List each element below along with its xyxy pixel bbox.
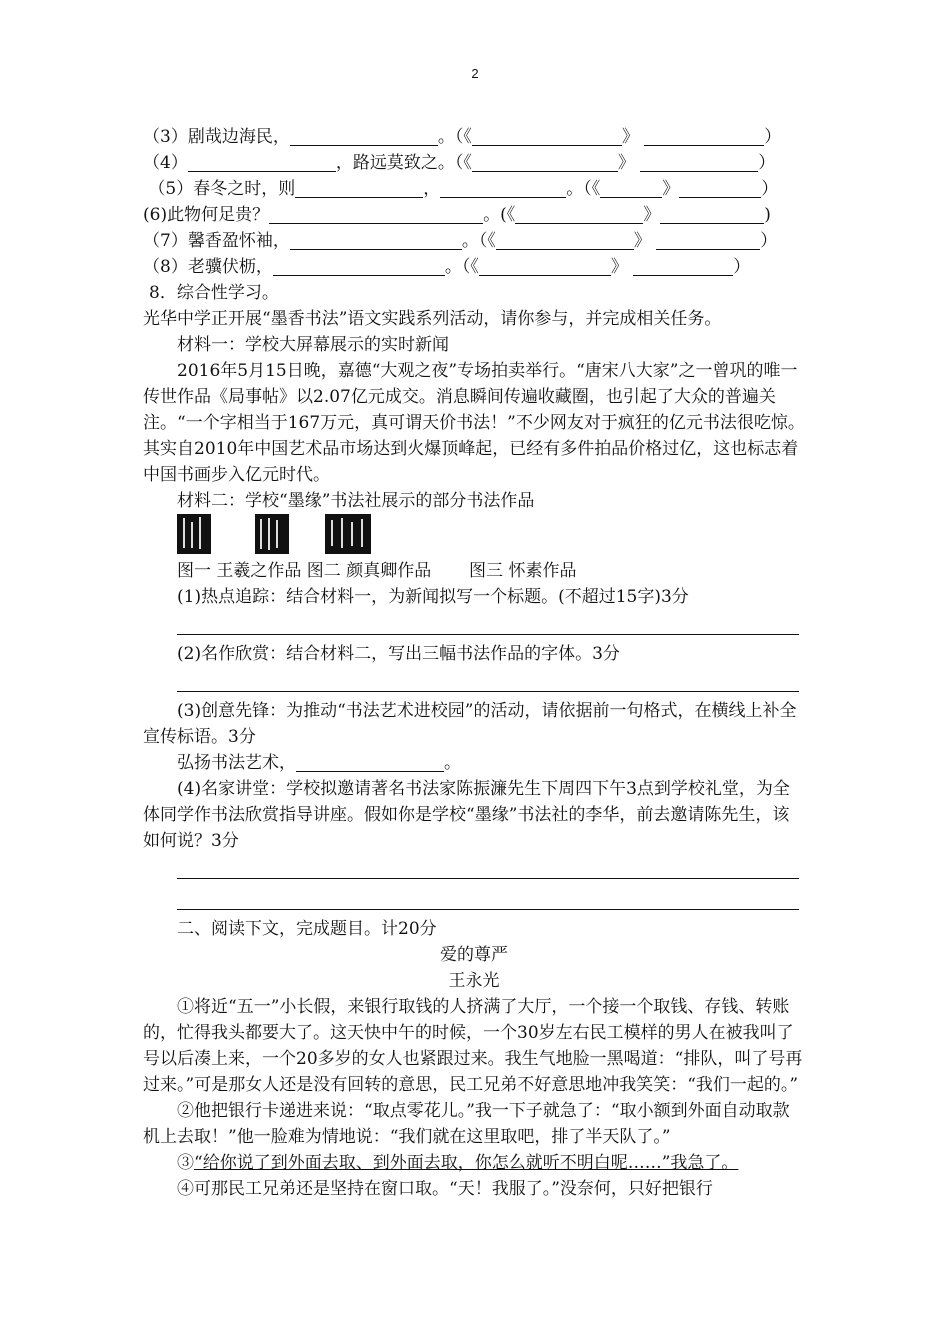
document-body <box>143 124 805 1202</box>
q4-text: (4)名家讲堂：学校拟邀请著名书法家陈振濂先生下周四下午3点到学校礼堂，为全体同学作书法欣赏指导讲座。假如你是学校“墨缘”书法社的李华，前去邀请陈先生，该如何说？3分 <box>143 779 790 851</box>
answer-blank[interactable] <box>660 205 764 224</box>
answer-blank[interactable] <box>472 153 618 172</box>
answer-blank[interactable] <box>640 153 758 172</box>
poem-line-3: （3）剧哉边海民， 。（《 》 ） <box>143 127 782 147</box>
calligraphy-images <box>143 514 805 558</box>
answer-blank[interactable] <box>295 179 423 198</box>
calligraphy-image-2 <box>255 514 289 554</box>
q8-intro: 光华中学正开展“墨香书法”语文实践系列活动，请你参与，并完成相关任务。 <box>143 309 722 329</box>
answer-blank[interactable] <box>600 179 662 198</box>
article-author: 王永光 <box>448 971 500 991</box>
q1-answer-line[interactable] <box>177 610 799 635</box>
answer-blank[interactable] <box>273 257 445 276</box>
answer-blank[interactable] <box>515 205 643 224</box>
answer-blank[interactable] <box>472 127 622 146</box>
material1-text: 2016年5月15日晚，嘉德“大观之夜”专场拍卖举行。“唐宋八大家”之一曾巩的唯一传世作品《局事帖》以2.07亿元成交。消息瞬间传遍收藏圈，也引起了大众的普遍关注。“一个字相当于167万元，真可谓天价书法！”不少网友对于疯狂的亿元书法很吃惊。其实自2010年中国艺术品市场达到火爆顶峰起，已经有多件拍品价格过亿，这也标志着中国书画步入亿元时代。 <box>143 361 805 485</box>
q2-answer-line[interactable] <box>177 667 799 692</box>
q3-answer-blank[interactable] <box>296 753 444 772</box>
poem-line-8: （8）老骥伏枥， 。（《 》 ） <box>143 257 751 277</box>
answer-blank[interactable] <box>290 231 462 250</box>
answer-blank[interactable] <box>188 153 336 172</box>
poem-line-5: （5）春冬之时，则 ， 。（《 》 ） <box>148 179 779 199</box>
answer-blank[interactable] <box>679 179 761 198</box>
material1-title: 材料一：学校大屏幕展示的实时新闻 <box>177 335 449 355</box>
page-number: 2 <box>471 66 479 81</box>
answer-blank[interactable] <box>656 231 760 250</box>
answer-blank[interactable] <box>479 257 611 276</box>
answer-blank[interactable] <box>644 127 764 146</box>
calligraphy-image-3 <box>325 514 371 554</box>
answer-blank[interactable] <box>269 205 483 224</box>
answer-blank[interactable] <box>440 179 566 198</box>
paragraph-2: ②他把银行卡递进来说：“取点零花儿。”我一下子就急了：“取小额到外面自动取款机上去取！”他一脸难为情地说：“我们就在这里取吧，排了半天队了。” <box>143 1101 790 1147</box>
poem-line-7: （7）馨香盈怀袖， 。（《 》 ） <box>143 231 778 251</box>
q8-title: 8．综合性学习。 <box>149 283 279 303</box>
q4-answer-line-2[interactable] <box>177 885 799 910</box>
q3-text: (3)创意先锋：为推动“书法艺术进校园”的活动，请依据前一句格式，在横线上补全宣传标语。3分 <box>143 701 797 747</box>
q2-text: (2)名作欣赏：结合材料二，写出三幅书法作品的字体。3分 <box>177 644 620 664</box>
article-title: 爱的尊严 <box>440 945 508 965</box>
image-captions: 图一 王羲之作品 图二 颜真卿作品 图三 怀素作品 <box>177 561 577 581</box>
q4-answer-line-1[interactable] <box>177 854 799 879</box>
material2-title: 材料二：学校“墨缘”书法社展示的部分书法作品 <box>177 491 535 511</box>
answer-blank[interactable] <box>290 127 438 146</box>
paragraph-4: ④可那民工兄弟还是坚持在窗口取。“天！我服了。”没奈何，只好把银行 <box>177 1179 713 1199</box>
section-2-title: 二、阅读下文，完成题目。计20分 <box>177 919 437 939</box>
paragraph-1: ①将近“五一”小长假，来银行取钱的人挤满了大厅，一个接一个取钱、存钱、转账的，忙得我头都要大了。这天快中午的时候，一个30岁左右民工模样的男人在被我叫了号以后凑上来，一个20多岁的女人也紧跟过来。我生气地脸一黑喝道：“排队，叫了号再过来。”可是那女人还是没有回转的意思，民工兄弟不好意思地冲我笑笑：“我们一起的。” <box>143 997 803 1095</box>
answer-blank[interactable] <box>633 257 733 276</box>
poem-line-4: （4） ，路远莫致之。（《 》 ） <box>143 153 776 173</box>
underlined-sentence: “给你说了到外面去取、到外面去取，你怎么就听不明白呢……”我急了。 <box>194 1153 739 1173</box>
paragraph-3: ③“给你说了到外面去取、到外面去取，你怎么就听不明白呢……”我急了。 <box>177 1153 739 1173</box>
answer-blank[interactable] <box>496 231 634 250</box>
poem-line-6: (6)此物何足贵？ 。(《 》 ) <box>143 205 771 225</box>
calligraphy-image-1 <box>177 514 211 554</box>
q1-text: (1)热点追踪：结合材料一，为新闻拟写一个标题。(不超过15字)3分 <box>177 587 689 607</box>
q3-slogan: 弘扬书法艺术， 。 <box>177 753 461 773</box>
